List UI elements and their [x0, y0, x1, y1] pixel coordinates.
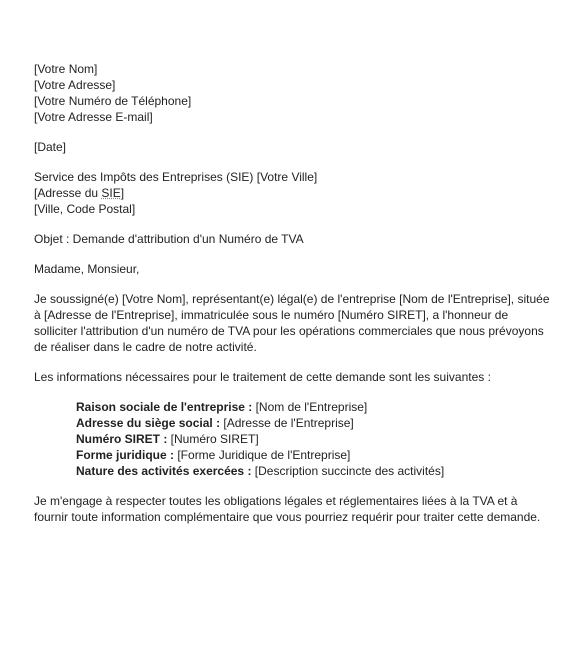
letter-subject: Objet : Demande d'attribution d'un Numéro de TVA — [34, 232, 304, 246]
company-details-list — [34, 399, 554, 479]
detail-value: [Adresse de l'Entreprise] — [220, 416, 354, 430]
recipient-address-suffix: ] — [120, 186, 125, 200]
sender-phone: [Votre Numéro de Téléphone] — [34, 94, 192, 108]
detail-value: [Numéro SIRET] — [167, 432, 259, 446]
detail-item-siret — [76, 431, 554, 447]
sender-block — [34, 61, 554, 125]
detail-label: Raison sociale de l'entreprise : — [76, 400, 253, 414]
recipient-address-prefix: [Adresse du — [34, 186, 102, 200]
recipient-address — [34, 185, 554, 201]
letter-date: [Date] — [34, 140, 67, 154]
detail-value: [Forme Juridique de l'Entreprise] — [174, 448, 351, 462]
recipient-address-sie: SIE — [101, 186, 121, 200]
detail-value: [Nom de l'Entreprise] — [252, 400, 368, 414]
detail-item-legal-form — [76, 447, 554, 463]
sender-address: [Votre Adresse] — [34, 78, 116, 92]
letter-paragraph-commitment: Je m'engage à respecter toutes les obligations légales et réglementaires liées à la TVA et à fournir toute information complémentaire que vous pourriez requérir pour traiter cette demande. — [34, 494, 541, 524]
letter-paragraph-info: Les informations nécessaires pour le traitement de cette demande sont les suivantes : — [34, 370, 491, 384]
detail-label: Nature des activités exercées : — [76, 464, 252, 478]
date-block — [34, 139, 554, 155]
detail-item-company-name — [76, 399, 554, 415]
recipient-block — [34, 169, 554, 217]
letter-salutation: Madame, Monsieur, — [34, 262, 140, 276]
detail-item-activities — [76, 463, 554, 479]
detail-label: Adresse du siège social : — [76, 416, 221, 430]
letter-paragraph-intro: Je soussigné(e) [Votre Nom], représentant(e) légal(e) de l'entreprise [Nom de l'Entreprise], située à [Adresse de l'Entreprise], immatriculée sous le numéro [Numéro SIRET], a l'honneur de solliciter l'attribution d'un numéro de TVA pour les opérations commerciales que nous prévoyons de réaliser dans le cadre de notre activité. — [34, 292, 550, 354]
detail-value: [Description succincte des activités] — [251, 464, 445, 478]
sender-name: [Votre Nom] — [34, 62, 98, 76]
letter-document — [34, 61, 554, 539]
recipient-city: [Ville, Code Postal] — [34, 202, 136, 216]
recipient-office: Service des Impôts des Entreprises (SIE) [Votre Ville] — [34, 170, 318, 184]
sender-email: [Votre Adresse E-mail] — [34, 110, 153, 124]
detail-item-head-office — [76, 415, 554, 431]
detail-label: Forme juridique : — [76, 448, 175, 462]
detail-label: Numéro SIRET : — [76, 432, 168, 446]
